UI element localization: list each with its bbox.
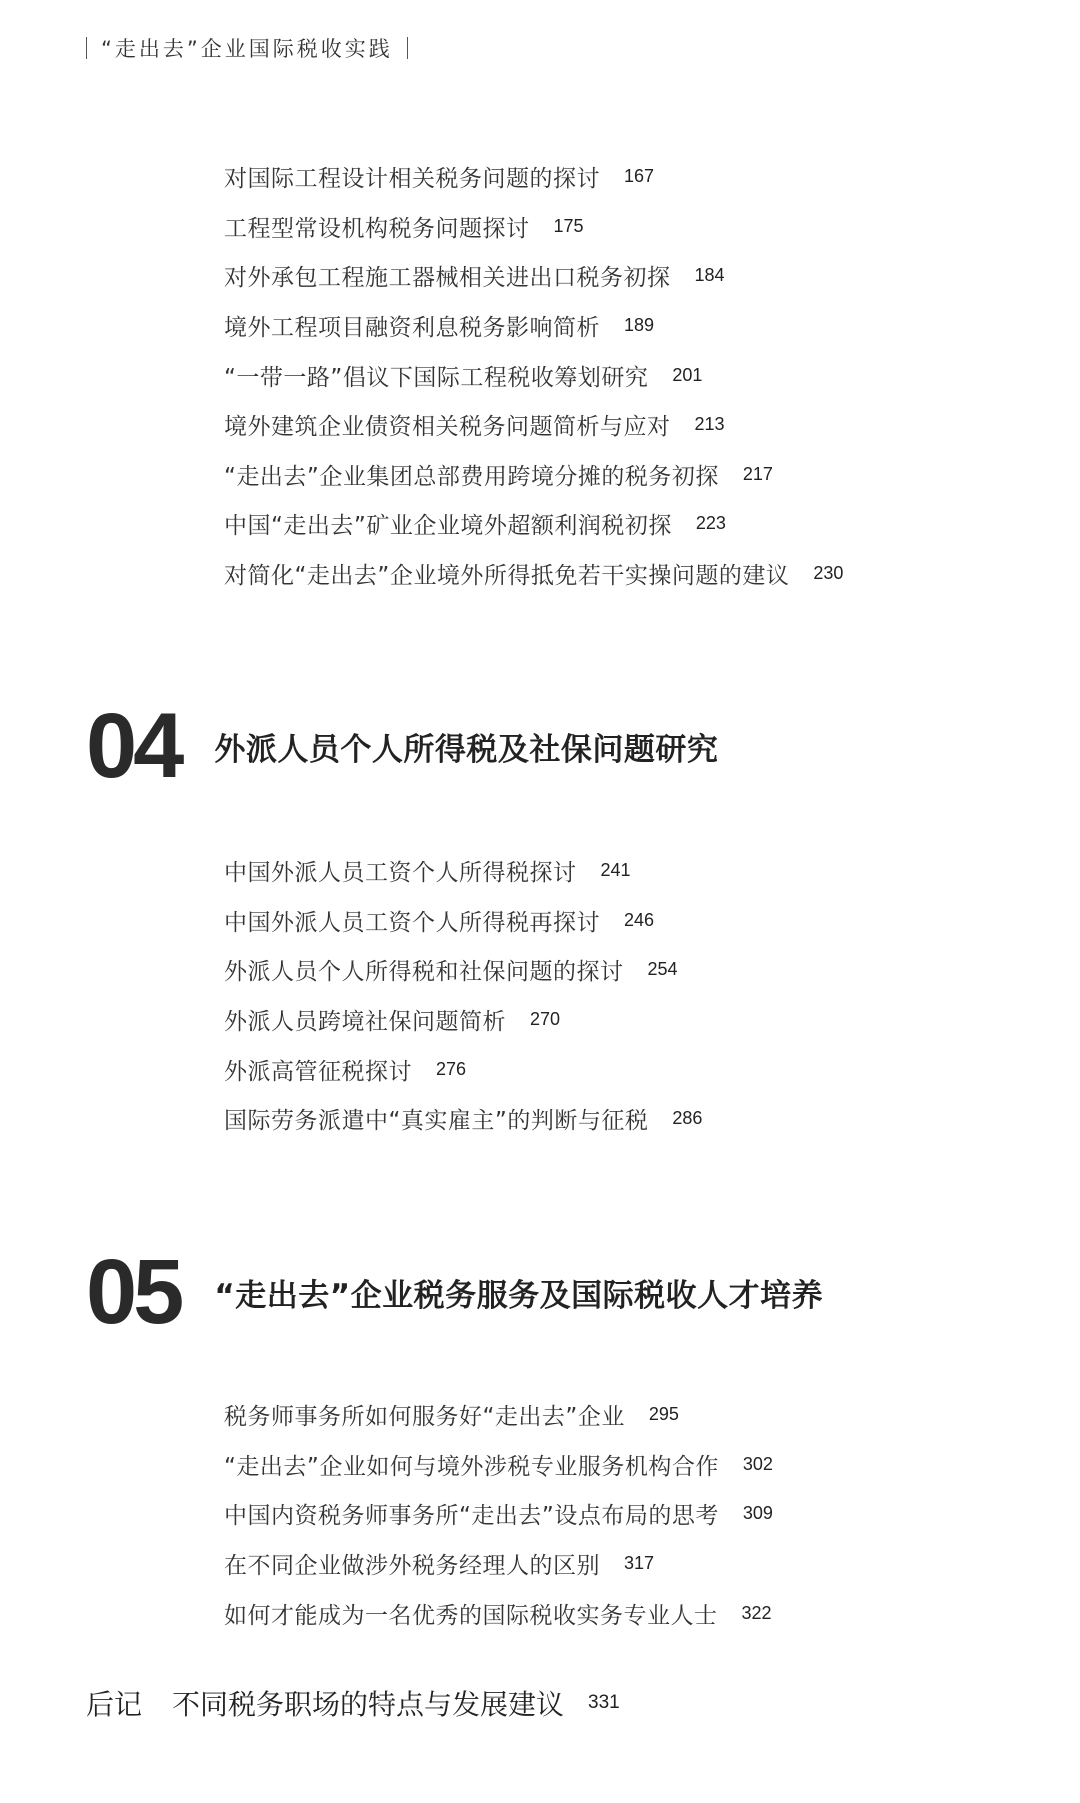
- section5-toc-list: [224, 1390, 773, 1638]
- toc-entry-title: 工程型常设机构税务问题探讨: [224, 215, 530, 242]
- toc-entry[interactable]: [224, 450, 843, 500]
- toc-entry-page: 217: [742, 463, 773, 484]
- toc-entry-title: 税务师事务所如何服务好“走出去”企业: [224, 1404, 625, 1431]
- section-number: 05: [86, 1241, 181, 1343]
- toc-entry[interactable]: [224, 1489, 773, 1539]
- toc-entry-title: 中国外派人员工资个人所得税再探讨: [224, 909, 600, 936]
- toc-entry-title: 国际劳务派遣中“真实雇主”的判断与征税: [224, 1108, 649, 1135]
- toc-entry-page: 254: [647, 959, 678, 980]
- toc-entry-page: 302: [742, 1453, 773, 1474]
- toc-entry[interactable]: [224, 1390, 773, 1440]
- toc-entry[interactable]: [224, 251, 843, 301]
- toc-entry-title: 对简化“走出去”企业境外所得抵免若干实操问题的建议: [224, 563, 790, 590]
- toc-entry-title: 中国“走出去”矿业企业境外超额利润税初探: [224, 513, 672, 540]
- toc-entry[interactable]: [224, 152, 843, 202]
- header-left-rule: [86, 37, 87, 59]
- toc-entry[interactable]: [224, 400, 843, 450]
- toc-entry-page: 295: [648, 1404, 679, 1425]
- toc-entry-page: 317: [624, 1553, 655, 1574]
- toc-entry-page: 322: [741, 1602, 772, 1623]
- toc-entry-title: 外派人员跨境社保问题简析: [224, 1009, 506, 1036]
- toc-entry[interactable]: [224, 1440, 773, 1490]
- section-title: “走出去”企业税务服务及国际税收人才培养: [214, 1277, 824, 1314]
- toc-entry-page: 246: [624, 909, 655, 930]
- toc-entry-title: “走出去”企业集团总部费用跨境分摊的税务初探: [224, 463, 719, 490]
- section4-toc-list: [224, 846, 702, 1144]
- toc-entry-page: 223: [695, 513, 726, 534]
- toc-entry-page: 201: [672, 364, 703, 385]
- toc-entry-title: 对国际工程设计相关税务问题的探讨: [224, 166, 600, 193]
- toc-entry-title: 对外承包工程施工器械相关进出口税务初探: [224, 265, 671, 292]
- toc-entry-title: 中国外派人员工资个人所得税探讨: [224, 860, 577, 887]
- toc-entry-page: 213: [694, 414, 725, 435]
- toc-entry-title: 境外建筑企业债资相关税务问题简析与应对: [224, 414, 671, 441]
- toc-entry-title: 境外工程项目融资利息税务影响简析: [224, 315, 600, 342]
- section-number: 04: [86, 695, 181, 797]
- toc-entry-page: 309: [742, 1503, 773, 1524]
- header-right-rule: [407, 37, 408, 59]
- toc-entry[interactable]: [224, 1588, 773, 1638]
- toc-entry-title: 外派人员个人所得税和社保问题的探讨: [224, 959, 624, 986]
- toc-entry[interactable]: [224, 945, 702, 995]
- toc-entry[interactable]: [224, 549, 843, 599]
- toc-entry-page: 241: [600, 860, 631, 881]
- toc-entry-title: 外派高管征税探讨: [224, 1058, 412, 1085]
- toc-entry[interactable]: [224, 1044, 702, 1094]
- toc-entry[interactable]: [224, 995, 702, 1045]
- toc-entry[interactable]: [224, 499, 843, 549]
- toc-entry[interactable]: [224, 1094, 702, 1144]
- section-heading[interactable]: [86, 1241, 824, 1343]
- toc-entry-title: 中国内资税务师事务所“走出去”设点布局的思考: [224, 1503, 719, 1530]
- section3-toc-list: [224, 152, 843, 598]
- toc-entry[interactable]: [224, 1539, 773, 1589]
- running-header: [86, 34, 408, 62]
- toc-entry-title: “一带一路”倡议下国际工程税收筹划研究: [224, 364, 649, 391]
- toc-entry-title: 如何才能成为一名优秀的国际税收实务专业人士: [224, 1602, 718, 1629]
- toc-entry-title: “走出去”企业如何与境外涉税专业服务机构合作: [224, 1453, 719, 1480]
- book-title: “走出去”企业国际税收实践: [101, 37, 393, 61]
- postscript-label: 后记: [86, 1688, 143, 1721]
- toc-entry-page: 230: [813, 563, 844, 584]
- toc-entry[interactable]: [224, 350, 843, 400]
- toc-entry-page: 184: [694, 265, 725, 286]
- toc-entry-page: 175: [553, 215, 584, 236]
- toc-entry-title: 在不同企业做涉外税务经理人的区别: [224, 1553, 600, 1580]
- toc-entry[interactable]: [224, 202, 843, 252]
- toc-entry[interactable]: [224, 846, 702, 896]
- toc-entry-page: 276: [436, 1058, 467, 1079]
- toc-entry-page: 189: [624, 315, 655, 336]
- postscript-title: 不同税务职场的特点与发展建议: [172, 1688, 565, 1721]
- section-title: 外派人员个人所得税及社保问题研究: [214, 731, 719, 768]
- toc-entry-page: 270: [530, 1009, 561, 1030]
- section-heading[interactable]: [86, 695, 719, 797]
- toc-entry-page: 167: [624, 166, 655, 187]
- toc-entry[interactable]: [224, 301, 843, 351]
- postscript-page: 331: [588, 1692, 620, 1713]
- postscript-entry[interactable]: [86, 1683, 620, 1723]
- toc-entry[interactable]: [224, 896, 702, 946]
- toc-entry-page: 286: [672, 1108, 703, 1129]
